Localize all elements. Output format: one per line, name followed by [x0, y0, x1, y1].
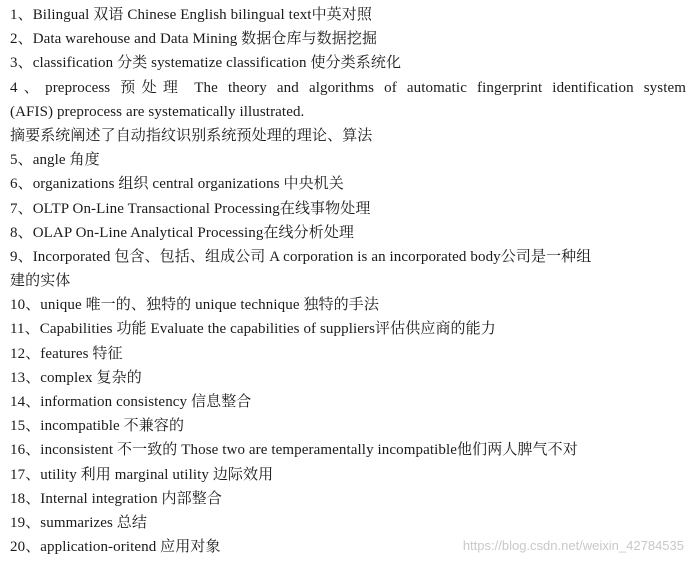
term-line-14: 14、information consistency 信息整合: [10, 394, 252, 410]
watermark-url: https://blog.csdn.net/weixin_42784535: [462, 538, 684, 553]
term-line-15: 15、incompatible 不兼容的: [10, 418, 185, 435]
term-line-9: 9、Incorporated 包含、包括、组成公司 A corporation is an incorporated body公司是一种组: [10, 248, 592, 265]
term-line-17: 17、utility 利用 marginal utility 边际效用: [10, 466, 274, 483]
term-line-4-continued: (AFIS) preprocess are systematically illustrated.: [10, 103, 305, 120]
term-line-7: 7、OLTP On-Line Transactional Processing在线事物处理: [10, 200, 371, 217]
term-line-13: 13、complex 复杂的: [10, 369, 142, 386]
term-line-5: 5、angle 角度: [10, 152, 100, 169]
term-line-20: 20、application-oritend 应用对象: [10, 539, 221, 556]
term-line-4-translation: 摘要系统阐述了自动指纹识别系统预处理的理论、算法: [10, 127, 373, 144]
document-body: [10, 3, 686, 559]
term-line-9-continued: 建的实体: [10, 273, 71, 290]
term-line-2: 2、Data warehouse and Data Mining 数据仓库与数据挖掘: [10, 31, 378, 48]
term-line-12: 12、features 特征: [10, 345, 123, 362]
term-line-18: 18、Internal integration 内部整合: [10, 490, 222, 507]
term-line-1: 1、Bilingual 双语 Chinese English bilingual text中英对照: [10, 7, 372, 23]
term-line-11: 11、Capabilities 功能 Evaluate the capabilities of suppliers评估供应商的能力: [10, 321, 496, 338]
term-line-10: 10、unique 唯一的、独特的 unique technique 独特的手法: [10, 297, 379, 314]
term-line-4: 4、preprocess 预处理 The theory and algorithms of automatic fingerprint identification system: [10, 79, 686, 96]
term-line-6: 6、organizations 组织 central organizations 中央机关: [10, 176, 344, 193]
term-line-19: 19、summarizes 总结: [10, 514, 147, 531]
term-line-8: 8、OLAP On-Line Analytical Processing在线分析处理: [10, 224, 355, 241]
term-line-16: 16、inconsistent 不一致的 Those two are temperamentally incompatible他们两人脾气不对: [10, 442, 578, 459]
term-line-3: 3、classification 分类 systematize classification 使分类系统化: [10, 55, 402, 72]
